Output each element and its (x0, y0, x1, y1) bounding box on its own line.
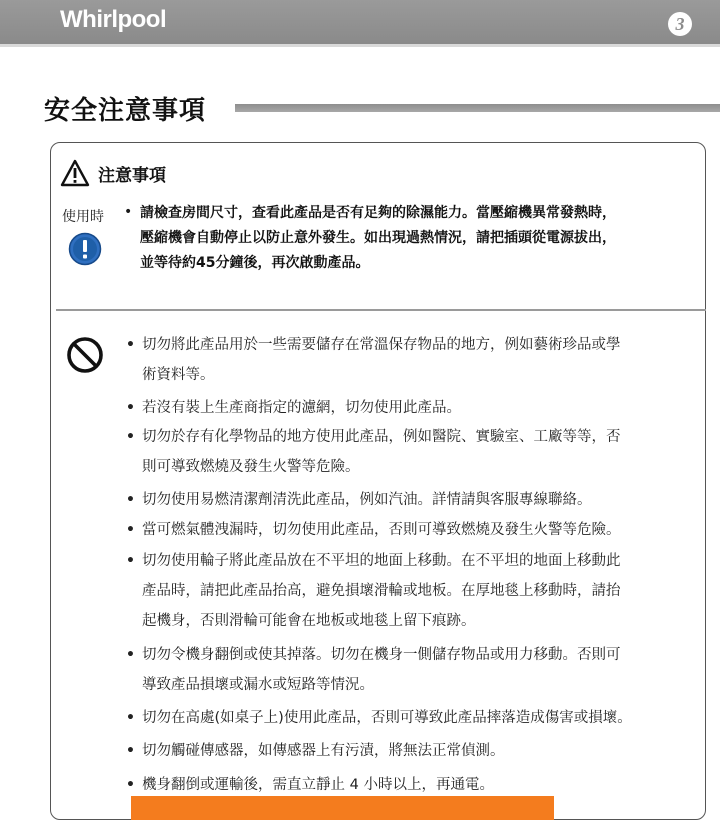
caution-header (60, 158, 166, 188)
section-divider (56, 309, 706, 311)
item-line: 切勿於存有化學物品的地方使用此產品，例如醫院、實驗室、工廠等等，否 (142, 429, 621, 445)
prohibition-icon (66, 336, 104, 374)
page-title: 安全注意事項 (44, 96, 207, 126)
use-label: 使用時 (62, 209, 104, 225)
use-bullet: • (124, 204, 133, 220)
bullet: • (126, 710, 135, 726)
bullet: • (126, 743, 135, 759)
bullet: • (126, 400, 135, 416)
item-line: 若沒有裝上生產商指定的濾網，切勿使用此產品。 (142, 400, 461, 416)
item-line: 切勿將此產品用於一些需要儲存在常溫保存物品的地方，例如藝術珍品或學 (142, 337, 621, 353)
item-line: 導致產品損壞或漏水或短路等情況。 (142, 677, 374, 693)
use-line: 並等待約45分鐘後，再次啟動產品。 (140, 255, 370, 271)
caution-title: 注意事項 (98, 165, 166, 186)
use-line: 壓縮機會自動停止以防止意外發生。如出現過熱情況，請把插頭從電源拔出， (140, 230, 616, 246)
item-line: 切勿令機身翻倒或使其掉落。切勿在機身一側儲存物品或用力移動。否則可 (142, 647, 621, 663)
exclamation-circle-icon (68, 232, 102, 266)
header-divider (0, 44, 720, 47)
highlight-bar (131, 796, 554, 820)
item-line: 機身翻倒或運輸後，需直立靜止 4 小時以上，再通電。 (142, 777, 494, 793)
item-line: 產品時，請把此產品抬高，避免損壞滑輪或地板。在厚地毯上移動時，請抬 (142, 583, 621, 599)
item-line: 切勿在高處(如桌子上)使用此產品，否則可導致此產品摔落造成傷害或損壞。 (142, 710, 632, 726)
bullet: • (126, 522, 135, 538)
page-number-badge: 3 (668, 12, 692, 36)
use-line: 請檢查房間尺寸，查看此產品是否有足夠的除濕能力。當壓縮機異常發熱時， (140, 205, 616, 221)
item-line: 切勿觸碰傳感器，如傳感器上有污漬，將無法正常偵測。 (142, 743, 505, 759)
use-text (140, 201, 700, 276)
brand-logo: Whirlpool (60, 6, 167, 33)
bullet: • (126, 492, 135, 508)
bullet: • (126, 647, 135, 663)
bullet: • (126, 429, 135, 445)
title-rule (235, 104, 720, 112)
item-line: 當可燃氣體洩漏時，切勿使用此產品，否則可導致燃燒及發生火警等危險。 (142, 522, 621, 538)
item-line: 切勿使用輪子將此產品放在不平坦的地面上移動。在不平坦的地面上移動此 (142, 553, 621, 569)
bullet: • (126, 337, 135, 353)
item-line: 切勿使用易燃清潔劑清洗此產品，例如汽油。詳情請與客服專線聯絡。 (142, 492, 592, 508)
item-line: 起機身，否則滑輪可能會在地板或地毯上留下痕跡。 (142, 613, 476, 629)
bullet: • (126, 777, 135, 793)
bullet: • (126, 553, 135, 569)
item-line: 術資料等。 (142, 367, 215, 383)
item-line: 則可導致燃燒及發生火警等危險。 (142, 459, 360, 475)
warning-triangle-icon (60, 159, 90, 187)
